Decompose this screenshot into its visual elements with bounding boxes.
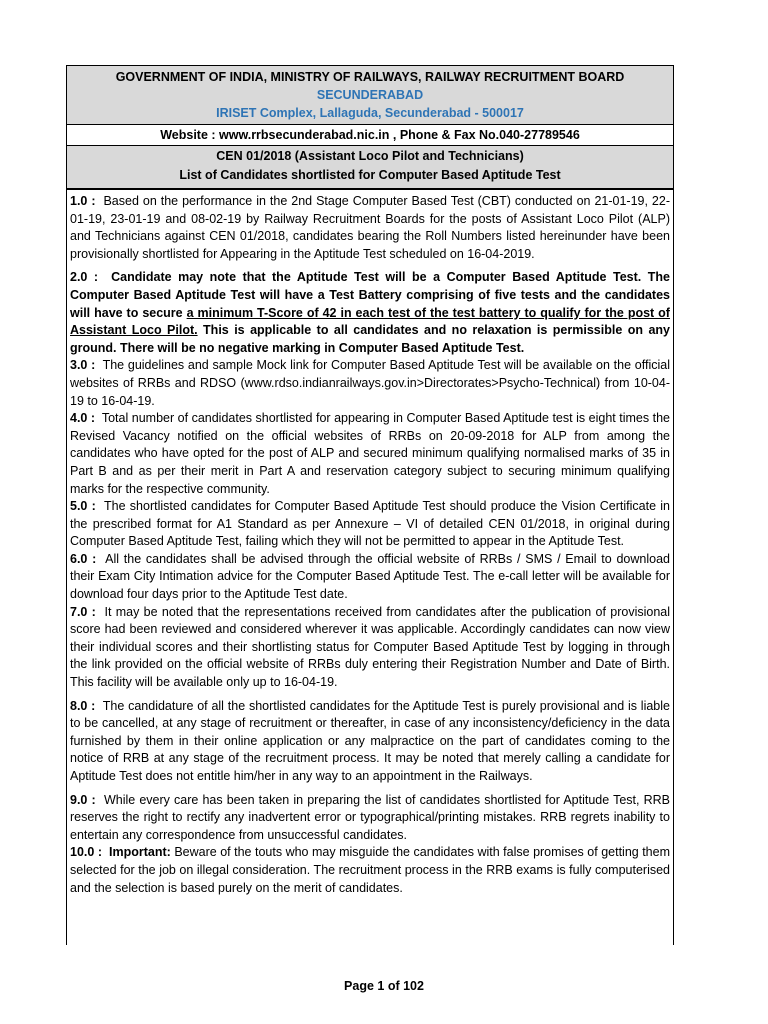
paragraph-number: 5.0 : xyxy=(70,499,96,514)
header-address: IRISET Complex, Lallaguda, Secunderabad - 500017 xyxy=(216,106,524,120)
paragraph-4 xyxy=(70,410,670,498)
notice-body xyxy=(67,190,673,897)
cen-block xyxy=(67,146,673,190)
paragraph-8 xyxy=(70,698,670,786)
cen-title: CEN 01/2018 (Assistant Loco Pilot and Technicians) xyxy=(216,149,524,163)
paragraph-7 xyxy=(70,604,670,692)
paragraph-number: 1.0 : xyxy=(70,194,96,208)
paragraph-text: It may be noted that the representations received from candidates after the publication of provisional score had been reviewed and considered wherever it was applicable. Accordingly candidates can now view their individual scores and their shortlisting status for Computer Based Aptitude Test by logging in through the link provided on the official website of RRBs duly entering their Registration Number and Date of Birth. This facility will be available only up to 16-04-19. xyxy=(70,604,671,690)
paragraph-text: Based on the performance in the 2nd Stage Computer Based Test (CBT) conducted on 21-01-19, 22-01-19, 23-01-19 and 08-02-19 by Railway Recruitment Boards for the posts of Assistant Loco Pilot (ALP) and Technicians against CEN 01/2018, candidates bearing the Roll Numbers listed hereinunder have been provisionally shortlisted for Appearing in the Aptitude Test scheduled on 16-04-2019. xyxy=(70,194,670,261)
paragraph-9 xyxy=(70,792,670,845)
paragraph-text: Candidate may note that the Aptitude Test will be a Computer Based Aptitude Test. The Computer Based Aptitude Test will have a Test Battery comprising of five tests and the candidates will have to secure xyxy=(70,270,671,320)
paragraph-text: The candidature of all the shortlisted candidates for the Aptitude Test is purely provisional and is liable to be cancelled, at any stage of recruitment or thereafter, in case of any inconsistency/deficiency in the data furnished by them in their online application or any malpractice on the part of candidates coming to the notice of RRB at any stage of the recruitment process. It may be noted that merely calling a candidate for Aptitude Test does not entitle him/her in any way to an appointment in the Railways. xyxy=(70,698,670,783)
paragraph-number: 10.0 : xyxy=(70,845,102,860)
paragraph-number: 2.0 : xyxy=(70,270,99,285)
list-title: List of Candidates shortlisted for Computer Based Aptitude Test xyxy=(179,168,561,182)
header-title: GOVERNMENT OF INDIA, MINISTRY OF RAILWAYS, RAILWAY RECRUITMENT BOARD xyxy=(115,70,625,84)
paragraph-6 xyxy=(70,551,670,604)
paragraph-number: 7.0 : xyxy=(70,604,96,619)
paragraph-2 xyxy=(70,269,670,357)
paragraph-5 xyxy=(70,498,670,551)
paragraph-text: The guidelines and sample Mock link for Computer Based Aptitude Test will be available on the official websites of RRBs and RDSO (www.rdso.indianrailways.gov.in>Directorates>Psycho-Technical) from 10-04-19 to 16-04-19. xyxy=(70,358,670,408)
paragraph-text: Total number of candidates shortlisted for appearing in Computer Based Aptitude test is eight times the Revised Vacancy notified on the official websites of RRBs on 20-09-2018 for ALP from among the candidates who have opted for the post of ALP and secured minimum qualifying normalised marks of 35 in Part B and as per their merit in Part A and reservation category subject to securing minimum qualifying marks for the respective community. xyxy=(70,411,670,496)
paragraph-underlined-text: a minimum T-Score of 42 in each test of the test battery to qualify for the post of Assistant Loco Pilot. xyxy=(70,305,670,338)
website-line: Website : www.rrbsecunderabad.nic.in , Phone & Fax No.040-27789546 xyxy=(67,125,673,146)
notice-sheet xyxy=(66,65,674,945)
important-label: Important: xyxy=(109,845,171,860)
paragraph-text: Beware of the touts who may misguide the candidates with false promises of getting them selected for the job on illegal consideration. The recruitment process in the RRB exams is fully computerised and the selection is based purely on the merit of candidates. xyxy=(70,845,671,895)
page-number: Page 1 of 102 xyxy=(344,979,424,993)
paragraph-number: 6.0 : xyxy=(70,551,97,566)
paragraph-10 xyxy=(70,844,670,897)
paragraph-number: 9.0 : xyxy=(70,792,96,807)
paragraph-number: 4.0 : xyxy=(70,411,96,426)
paragraph-text: While every care has been taken in preparing the list of candidates shortlisted for Aptitude Test, RRB reserves the right to rectify any inadvertent error or typographical/printing mistakes. RRB regrets inability to entertain any correspondence from unsuccessful candidates. xyxy=(70,792,670,842)
header-city: SECUNDERABAD xyxy=(316,88,424,102)
paragraph-1 xyxy=(70,193,670,263)
paragraph-text: This is applicable to all candidates and no relaxation is permissible on any ground. There will be no negative marking in Computer Based Aptitude Test. xyxy=(70,323,670,355)
header-block xyxy=(67,66,673,125)
paragraph-text: All the candidates shall be advised through the official website of RRBs / SMS / Email to download their Exam City Intimation advice for the Computer Based Aptitude Test. The e-call letter will be available for download four days prior to the Aptitude Test date. xyxy=(70,551,671,602)
paragraph-number: 3.0 : xyxy=(70,358,96,373)
paragraph-3 xyxy=(70,357,670,410)
paragraph-text: The shortlisted candidates for Computer Based Aptitude Test should produce the Vision Certificate in the prescribed format for A1 Standard as per Annexure – VI of detailed CEN 01/2018, in original during Computer Based Aptitude Test, failing which they will not be permitted to appear in the Aptitude Test. xyxy=(70,499,670,549)
paragraph-number: 8.0 : xyxy=(70,698,96,713)
